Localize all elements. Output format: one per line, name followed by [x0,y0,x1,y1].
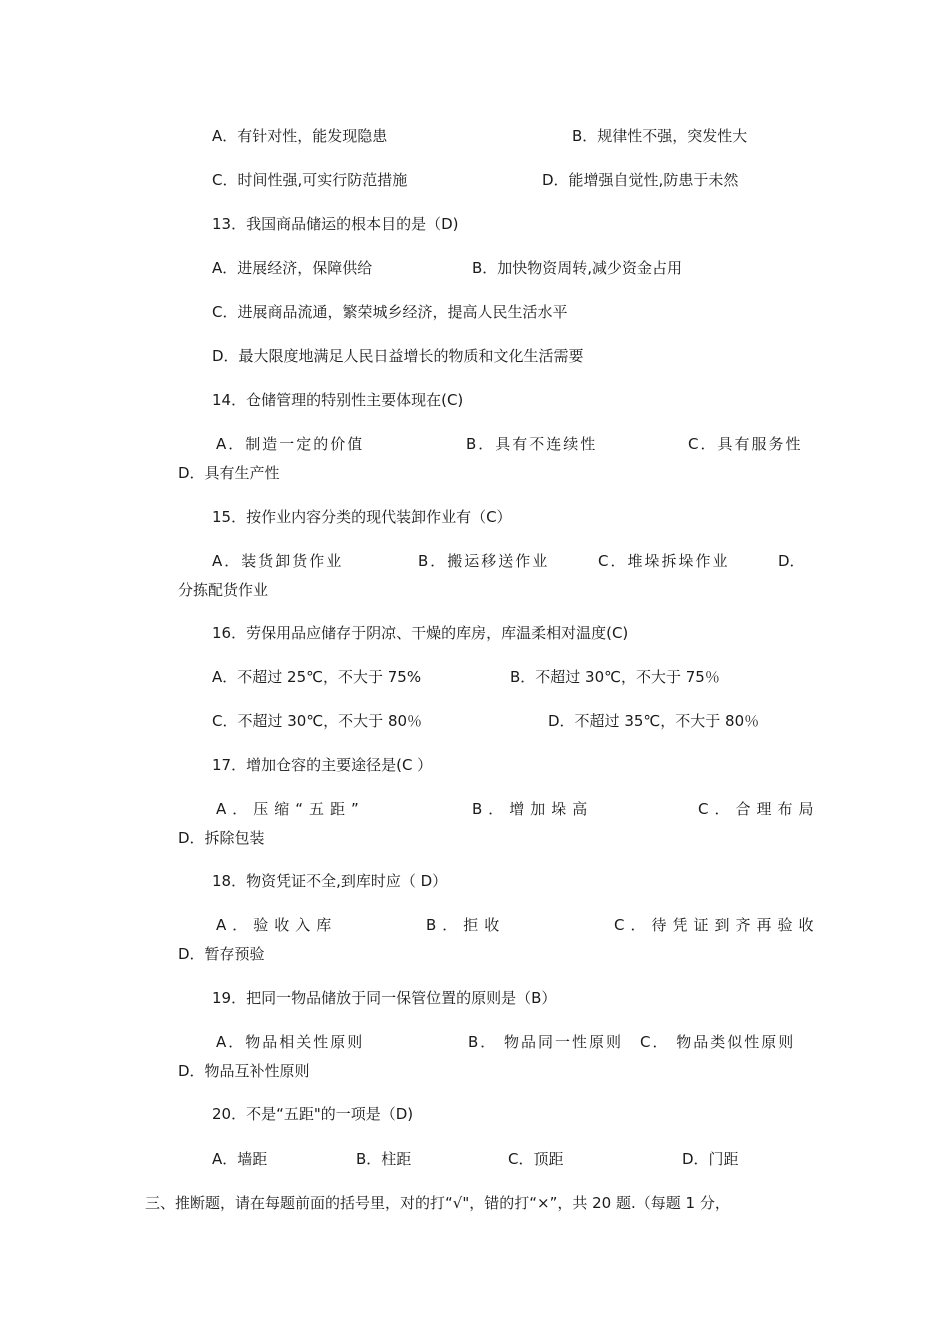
q14-option-c: C．具有服务性 [688,435,803,453]
q20-option-c: C．顶距 [508,1150,564,1168]
q20-option-d: D．门距 [682,1150,739,1168]
q15-option-a: A．装货卸货作业 [212,552,344,570]
q14-option-d: D．具有生产性 [178,464,280,482]
q16-stem: 16．劳保用品应储存于阴凉、干燥的库房，库温柔相对温度(C) [212,624,629,642]
q19-option-c: C． 物品类似性原则 [640,1033,796,1051]
q18-option-a: A．验收入库 [216,916,338,934]
q12-option-b: B．规律性不强，突发性大 [572,127,748,145]
q17-option-d: D．拆除包装 [178,829,265,847]
q15-option-b: B．搬运移送作业 [418,552,550,570]
q17-option-b: B．增加垛高 [472,800,594,818]
q17-option-a: A．压缩“五距” [216,800,365,818]
q18-option-d: D．暂存预验 [178,945,265,963]
q16-option-d: D．不超过 35℃，不大于 80％ [548,712,760,730]
q20-option-b: B．柱距 [356,1150,412,1168]
q12-option-d: D．能增强自觉性,防患于未然 [542,171,739,189]
q13-option-a: A．进展经济，保障供给 [212,259,373,277]
q13-option-b: B．加快物资周转,减少资金占用 [472,259,683,277]
q14-option-a: A．制造一定的价值 [216,435,365,453]
q16-option-a: A．不超过 25℃，不大于 75% [212,668,422,686]
q15-stem: 15．按作业内容分类的现代装卸作业有（C） [212,508,512,526]
q12-option-c: C．时间性强,可实行防范措施 [212,171,408,189]
q13-stem: 13．我国商品储运的根本目的是（D) [212,215,459,233]
q16-option-c: C．不超过 30℃，不大于 80％ [212,712,423,730]
q14-option-b: B．具有不连续性 [466,435,598,453]
q20-stem: 20．不是“五距"的一项是（D) [212,1105,414,1123]
q19-stem: 19．把同一物品储放于同一保管位置的原则是（B） [212,989,557,1007]
q18-option-c: C．待凭证到齐再验收 [614,916,820,934]
q15-option-d-label: D． [778,552,805,570]
q13-option-c: C．进展商品流通，繁荣城乡经济，提高人民生活水平 [212,303,568,321]
q19-option-d: D．物品互补性原则 [178,1062,310,1080]
q12-option-a: A．有针对性，能发现隐患 [212,127,388,145]
section-3-heading: 三、推断题，请在每题前面的括号里，对的打“√"，错的打“×”，共 20 题.（每题 1 分， [145,1194,730,1212]
q13-option-d: D．最大限度地满足人民日益增长的物质和文化生活需要 [212,347,584,365]
q20-option-a: A．墙距 [212,1150,268,1168]
q19-option-b: B． 物品同一性原则 [468,1033,624,1051]
q18-stem: 18．物资凭证不全,到库时应（ D） [212,872,448,890]
q14-stem: 14．仓储管理的特别性主要体现在(C) [212,391,464,409]
q15-option-c: C．堆垛拆垛作业 [598,552,730,570]
q17-stem: 17．增加仓容的主要途径是(C ） [212,756,433,774]
q18-option-b: B．拒收 [426,916,506,934]
q15-option-d-text: 分拣配货作业 [178,581,269,599]
q17-option-c: C．合理布局 [698,800,820,818]
q19-option-a: A．物品相关性原则 [216,1033,365,1051]
q16-option-b: B．不超过 30℃，不大于 75％ [510,668,720,686]
